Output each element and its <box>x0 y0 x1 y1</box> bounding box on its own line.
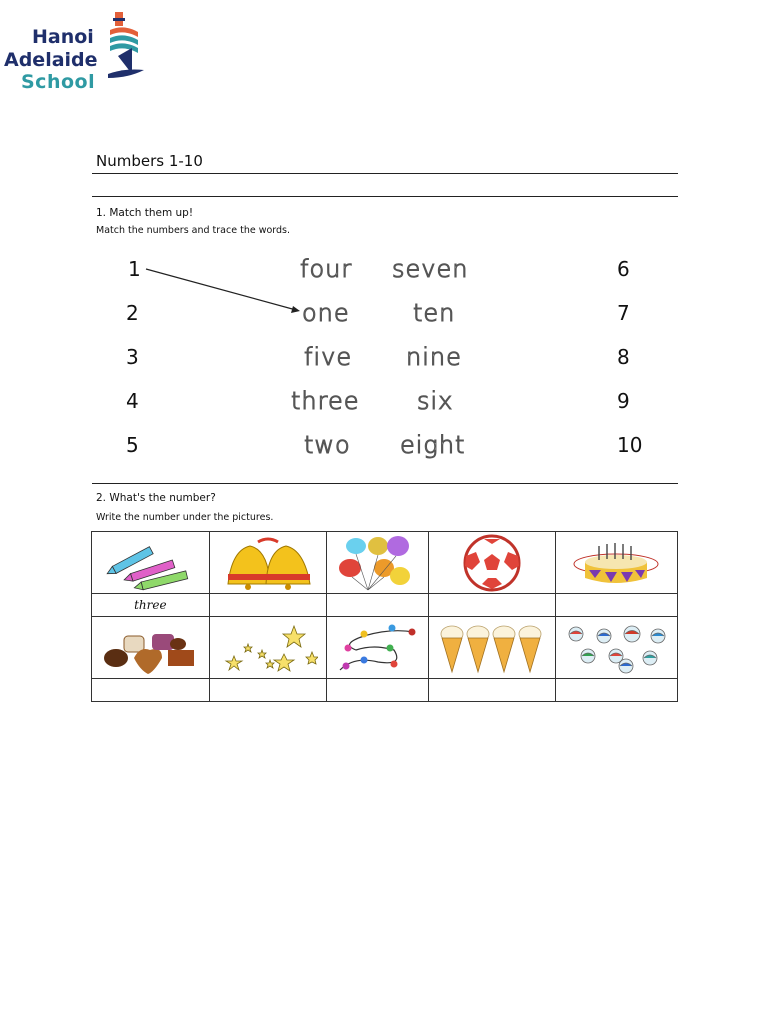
left-number: 4 <box>126 389 139 413</box>
trace-word: five <box>304 343 353 371</box>
picture-cell <box>327 532 428 594</box>
left-number: 5 <box>126 433 139 457</box>
trace-word: seven <box>392 255 469 283</box>
logo-line-2: Adelaide <box>4 49 98 71</box>
trace-word: eight <box>400 431 466 459</box>
picture-cell <box>428 617 555 679</box>
right-number: 8 <box>617 345 630 369</box>
right-number: 10 <box>617 433 643 457</box>
section2-heading: 2. What's the number? <box>96 492 216 504</box>
school-logo <box>0 0 160 110</box>
answer-cell[interactable] <box>209 594 327 617</box>
picture-cell <box>327 617 428 679</box>
section2-instruction: Write the number under the pictures. <box>96 512 274 523</box>
logo-line-1: Hanoi <box>32 26 94 48</box>
lighthouse-sail-icon <box>104 8 146 80</box>
worksheet-title: Numbers 1-10 <box>96 152 203 170</box>
picture-cell <box>92 532 210 594</box>
picture-cell <box>555 617 677 679</box>
left-number: 1 <box>128 257 141 281</box>
divider <box>92 196 678 197</box>
trace-word: ten <box>413 299 456 327</box>
answer-cell[interactable] <box>327 594 428 617</box>
bells-icon <box>218 534 318 592</box>
trace-word: two <box>304 431 351 459</box>
picture-cell <box>555 532 677 594</box>
answer-cell[interactable] <box>92 679 210 702</box>
stars-icon <box>218 622 318 674</box>
right-number: 7 <box>617 301 630 325</box>
answer-cell[interactable] <box>428 679 555 702</box>
trace-word: nine <box>406 343 462 371</box>
trace-word: one <box>302 299 350 327</box>
answer-cell: three <box>92 594 210 617</box>
answer-cell[interactable] <box>555 594 677 617</box>
crayons-icon <box>102 535 198 591</box>
right-number: 6 <box>617 257 630 281</box>
trace-word: six <box>417 387 454 415</box>
section1-heading: 1. Match them up! <box>96 207 194 219</box>
title-underline <box>92 173 678 174</box>
balloons-icon <box>334 534 420 592</box>
section1-instruction: Match the numbers and trace the words. <box>96 225 291 236</box>
picture-cell <box>92 617 210 679</box>
divider <box>92 483 678 484</box>
logo-line-3: School <box>21 71 96 93</box>
ice-creams-icon <box>438 620 546 676</box>
picture-cell <box>209 617 327 679</box>
picture-cell <box>209 532 327 594</box>
left-number: 2 <box>126 301 139 325</box>
lights-icon <box>334 620 420 676</box>
answer-cell[interactable] <box>327 679 428 702</box>
football-icon <box>452 534 532 592</box>
chocolates-icon <box>100 620 200 676</box>
answer-cell[interactable] <box>428 594 555 617</box>
right-number: 9 <box>617 389 630 413</box>
picture-table <box>91 531 678 702</box>
picture-cell <box>428 532 555 594</box>
left-number: 3 <box>126 345 139 369</box>
answer-cell[interactable] <box>555 679 677 702</box>
cake-icon <box>571 534 661 592</box>
marbles-icon <box>564 622 668 674</box>
answer-cell[interactable] <box>209 679 327 702</box>
trace-word: four <box>300 255 353 283</box>
trace-word: three <box>291 387 360 415</box>
